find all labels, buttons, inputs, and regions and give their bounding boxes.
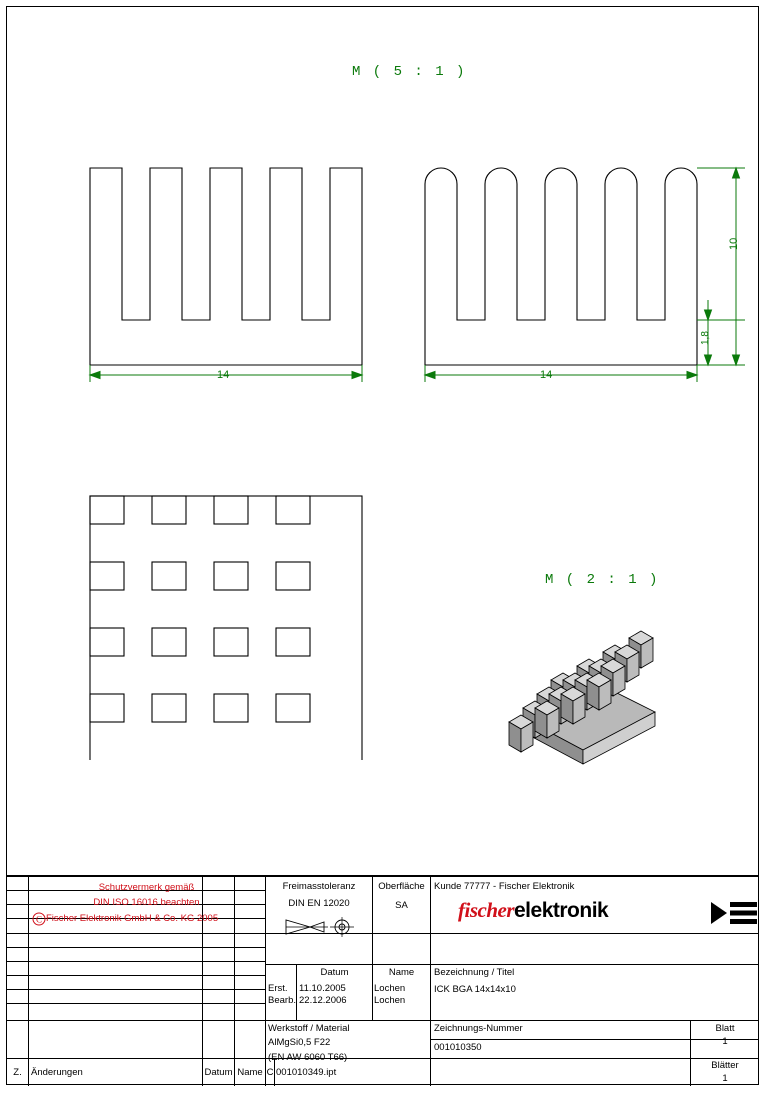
- copyright-line-2: DIN ISO 16016 beachten: [93, 897, 200, 908]
- copyright-line-3: Fischer Elektronik GmbH & Co. KG 2005: [46, 913, 219, 924]
- dimension-front-width: 14: [217, 369, 230, 381]
- revision-col-date: Datum: [204, 1067, 233, 1078]
- revision-col-changes: Änderungen: [31, 1067, 83, 1078]
- projection-symbol-icon: [284, 916, 356, 938]
- side-view: [405, 150, 755, 400]
- tb-vline-6: [372, 964, 373, 1020]
- tb-rev-rule-6: [6, 975, 265, 976]
- isometric-view: [495, 600, 695, 780]
- file-prefix: C: [266, 1067, 274, 1078]
- tb-vline-rev-z: [28, 876, 29, 1086]
- edited-role: Bearb.: [268, 995, 296, 1006]
- blaetter-label: Blätter: [711, 1060, 739, 1071]
- date-header: Datum: [320, 967, 349, 978]
- copyright-line-1: Schutzvermerk gemäß: [98, 882, 195, 893]
- file-name: 001010349.ipt: [276, 1067, 337, 1078]
- title-value: ICK BGA 14x14x10: [434, 984, 516, 995]
- logo-mark-icon: [711, 900, 757, 926]
- edited-name: Lochen: [374, 995, 406, 1006]
- edited-date: 22.12.2006: [299, 995, 347, 1006]
- surface-header: Oberfläche: [378, 881, 425, 892]
- dimension-total-height: 10: [728, 237, 740, 250]
- created-date: 11.10.2005: [299, 983, 346, 994]
- company-logo: [458, 898, 608, 923]
- title-block: [6, 875, 759, 1085]
- tb-rev-rule-7: [6, 989, 265, 990]
- material-header: Werkstoff / Material: [268, 1023, 350, 1034]
- tolerance-header: Freimasstoleranz: [282, 881, 356, 892]
- drawing-number-header: Zeichnungs-Nummer: [434, 1023, 523, 1034]
- customer-value: 77777 - Fischer Elektronik: [464, 881, 575, 892]
- created-role: Erst.: [268, 983, 288, 994]
- logo-elektronik-text: elektronik: [514, 899, 609, 922]
- drawing-number-value: 001010350: [434, 1042, 482, 1053]
- blatt-label: Blatt: [715, 1023, 735, 1034]
- revision-col-z: Z.: [13, 1067, 22, 1078]
- tb-rule-top: [6, 876, 759, 877]
- top-view: [70, 480, 370, 760]
- tolerance-standard: DIN EN 12020: [288, 898, 350, 909]
- scale-label-iso: M ( 2 : 1 ): [545, 572, 660, 588]
- name-header: Name: [388, 967, 415, 978]
- customer-label: Kunde: [434, 881, 462, 892]
- tb-rule-4: [6, 1058, 759, 1059]
- title-header: Bezeichnung / Titel: [434, 967, 515, 978]
- svg-text:C: C: [35, 914, 43, 925]
- revision-col-name: Name: [237, 1067, 263, 1078]
- front-profile-outline: [90, 168, 362, 365]
- material-line-1: AlMgSi0,5 F22: [268, 1037, 331, 1048]
- created-name: Lochen: [374, 983, 406, 994]
- tb-rev-rule-4: [6, 947, 265, 948]
- tb-vline-3: [430, 876, 431, 1086]
- tb-vline-4: [690, 1020, 691, 1086]
- tb-vline-5: [296, 964, 297, 1020]
- tb-rev-rule-8: [6, 1003, 265, 1004]
- material-line-2: (EN AW 6060 T66): [268, 1052, 348, 1063]
- logo-fischer-text: fischer: [458, 898, 514, 922]
- tb-vline-2: [372, 876, 373, 964]
- dimension-base-thickness: 1,8: [700, 331, 711, 345]
- blatt-value: 1: [722, 1036, 728, 1047]
- tb-vline-1: [265, 876, 266, 1086]
- tb-rule-1: [6, 933, 759, 934]
- blaetter-value: 1: [722, 1073, 728, 1084]
- dimension-side-width: 14: [540, 369, 553, 381]
- tb-rev-rule-5: [6, 961, 265, 962]
- front-view: [70, 150, 390, 400]
- scale-label-main: M ( 5 : 1 ): [352, 64, 467, 80]
- tb-rule-3: [6, 1020, 759, 1021]
- tb-rule-2: [265, 964, 759, 965]
- side-profile-outline: [425, 168, 697, 365]
- surface-value: SA: [395, 900, 408, 911]
